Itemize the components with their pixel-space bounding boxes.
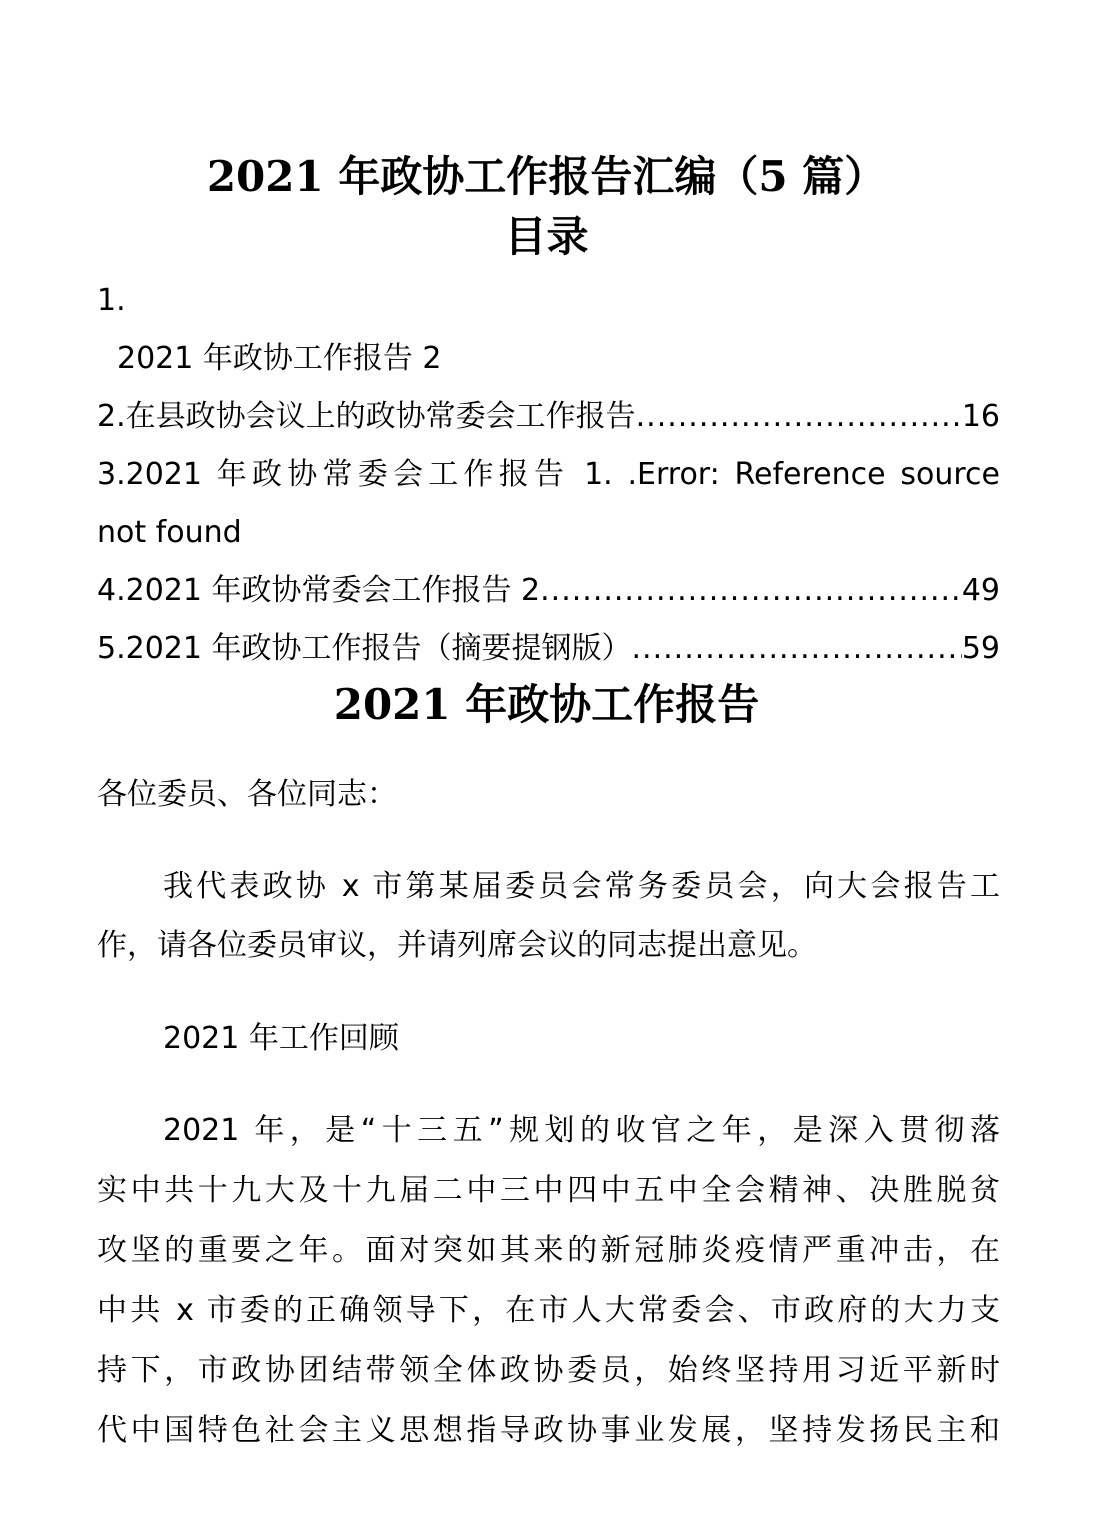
toc-item-3-continued[interactable]: not found bbox=[97, 515, 242, 550]
toc-item-4-title: 4.2021 年政协常委会工作报告 2 bbox=[97, 573, 541, 608]
toc-item-1[interactable]: 2021 年政协工作报告 2 bbox=[117, 341, 442, 376]
toc-item-5-title: 5.2021 年政协工作报告（摘要提钢版） bbox=[97, 631, 632, 666]
paragraph-line: 中共 x 市委的正确领导下，在市人大常委会、市政府的大力支 bbox=[97, 1293, 1000, 1328]
paragraph-line: 我代表政协 x 市第某届委员会常务委员会，向大会报告工 bbox=[163, 869, 1000, 904]
paragraph-line: 实中共十九大及十九届二中三中四中五中全会精神、决胜脱贫 bbox=[97, 1173, 1000, 1208]
paragraph-line: 作，请各位委员审议，并请列席会议的同志提出意见。 bbox=[97, 928, 817, 963]
document-title: 2021 年政协工作报告汇编（5 篇） bbox=[206, 152, 887, 201]
subheading: 2021 年工作回顾 bbox=[163, 1021, 399, 1056]
salutation: 各位委员、各位同志： bbox=[97, 777, 397, 812]
toc-item-2-page: 16 bbox=[961, 399, 1000, 434]
toc-item-2-title: 2.在县政协会议上的政协常委会工作报告 bbox=[97, 399, 636, 434]
section-title: 2021 年政协工作报告 bbox=[333, 680, 760, 729]
toc-leader-dots bbox=[540, 562, 962, 620]
toc-leader-dots bbox=[636, 388, 962, 446]
paragraph-line: 攻坚的重要之年。面对突如其来的新冠肺炎疫情严重冲击，在 bbox=[97, 1233, 1000, 1268]
paragraph-line: 代中国特色社会主义思想指导政协事业发展，坚持发扬民主和 bbox=[97, 1413, 1000, 1448]
toc-item-4-page: 49 bbox=[961, 573, 1000, 608]
toc-item-3[interactable]: 3.2021 年政协常委会工作报告 1. .Error: Reference source bbox=[97, 457, 1000, 492]
toc-leader-dots bbox=[632, 620, 962, 678]
toc-item-5[interactable] bbox=[97, 620, 1000, 678]
paragraph-line: 持下，市政协团结带领全体政协委员，始终坚持用习近平新时 bbox=[97, 1353, 1000, 1388]
paragraph-line: 2021 年，是“十三五”规划的收官之年，是深入贯彻落 bbox=[163, 1113, 1000, 1148]
toc-item-1-number[interactable]: 1. bbox=[97, 283, 126, 318]
toc-item-2[interactable] bbox=[97, 388, 1000, 446]
toc-heading: 目录 bbox=[504, 212, 589, 261]
toc-item-5-page: 59 bbox=[961, 631, 1000, 666]
toc-item-4[interactable] bbox=[97, 562, 1000, 620]
